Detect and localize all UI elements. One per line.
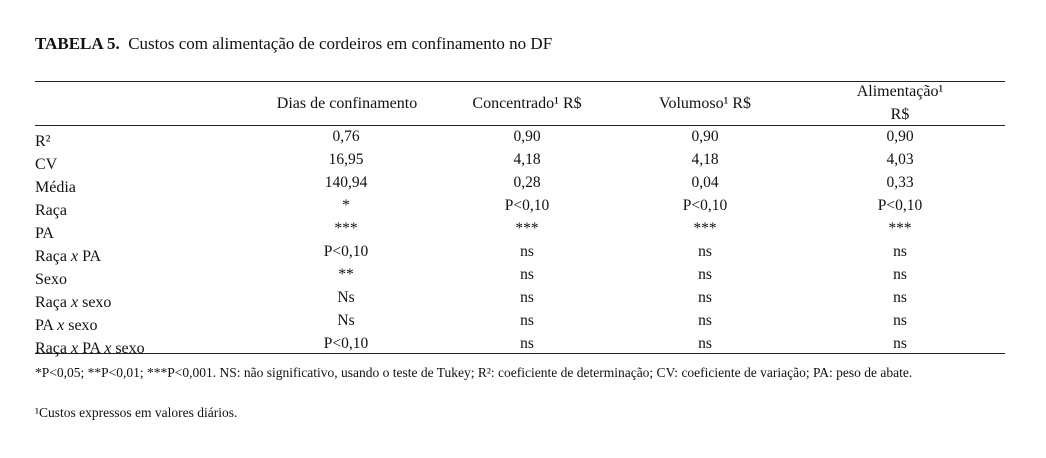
row-label-text: sexo [111, 340, 145, 357]
interaction-symbol: x [70, 340, 79, 357]
table-cell: ns [520, 335, 534, 352]
row-label [35, 340, 145, 358]
row-label-text: PA [78, 340, 105, 357]
table-cell: ns [698, 289, 712, 306]
row-label-text: Média [35, 179, 76, 196]
footnote-costs: ¹Custos expressos em valores diários. [35, 405, 238, 420]
table-title [35, 34, 552, 54]
table-cell: *** [888, 220, 912, 237]
row-label-text: sexo [64, 317, 98, 334]
table-cell: 0,90 [691, 128, 719, 145]
table-cell: ns [698, 312, 712, 329]
table-cell: *** [334, 220, 358, 237]
table-cell: ns [698, 266, 712, 283]
table-cell: ** [338, 266, 354, 283]
table-cell: 0,04 [691, 174, 719, 191]
table-cell: 0,90 [886, 128, 914, 145]
top-rule [35, 81, 1005, 82]
table-cell: ns [893, 335, 907, 352]
row-label-text: PA [35, 225, 54, 242]
table-cell: ns [520, 266, 534, 283]
row-label [35, 294, 111, 312]
table-cell: *** [515, 220, 539, 237]
col-header-concentrado: Concentrado¹ R$ [472, 95, 582, 112]
row-label-text: PA [35, 317, 58, 334]
table-cell: * [342, 197, 350, 214]
row-label [35, 156, 57, 174]
table-number: TABELA 5. [35, 34, 120, 53]
row-label [35, 225, 54, 243]
footnote-significance: *P<0,05; **P<0,01; ***P<0,001. NS: não significativo, usando o teste de Tukey; R²: coeficiente de determinação; CV: coeficiente de variação; PA: peso de abate. [35, 365, 913, 380]
col-header-alimentacao-unit: R$ [890, 106, 910, 123]
interaction-symbol: x [70, 294, 79, 311]
row-label-text: sexo [78, 294, 112, 311]
row-label [35, 271, 67, 289]
row-label-text: R² [35, 133, 51, 150]
row-label [35, 317, 98, 335]
interaction-symbol: x [70, 248, 79, 265]
col-header-alimentacao: Alimentação¹ [856, 83, 944, 100]
col-header-volumoso: Volumoso¹ R$ [658, 95, 752, 112]
table-caption: Custos com alimentação de cordeiros em confinamento no DF [128, 34, 553, 53]
table-cell: ns [893, 312, 907, 329]
bottom-rule [35, 353, 1005, 354]
table-cell: 0,33 [886, 174, 914, 191]
table-cell: 0,76 [332, 128, 360, 145]
table-cell: ns [698, 243, 712, 260]
table-cell: P<0,10 [323, 243, 369, 260]
table-cell: 0,28 [513, 174, 541, 191]
table-cell: ns [893, 243, 907, 260]
header-rule [35, 125, 1005, 126]
row-label-text: CV [35, 156, 58, 173]
table-cell: P<0,10 [504, 197, 550, 214]
row-label-text: Raça [35, 202, 67, 219]
row-label-text: Sexo [35, 271, 67, 288]
table-cell: 4,03 [886, 151, 914, 168]
row-label-text: Raça [35, 248, 71, 265]
row-label-text: Raça [35, 294, 71, 311]
row-label [35, 179, 76, 197]
table-cell: ns [893, 289, 907, 306]
row-label-text: PA [78, 248, 102, 265]
table-cell: *** [693, 220, 717, 237]
table-cell: P<0,10 [323, 335, 369, 352]
table-cell: 4,18 [513, 151, 541, 168]
table-cell: 16,95 [328, 151, 364, 168]
row-label [35, 202, 67, 220]
interaction-symbol: x [104, 340, 112, 357]
table-cell: ns [893, 266, 907, 283]
row-label [35, 133, 50, 151]
table-cell: P<0,10 [877, 197, 923, 214]
table-cell: ns [520, 312, 534, 329]
table-cell: 140,94 [324, 174, 368, 191]
table-cell: ns [698, 335, 712, 352]
table-cell: 0,90 [513, 128, 541, 145]
table-cell: Ns [337, 289, 355, 306]
table-cell: Ns [337, 312, 355, 329]
row-label-text: Raça [35, 340, 71, 357]
table-cell: ns [520, 289, 534, 306]
table-cell: P<0,10 [682, 197, 728, 214]
table-cell: 4,18 [691, 151, 719, 168]
interaction-symbol: x [57, 317, 65, 334]
table-cell: ns [520, 243, 534, 260]
col-header-dias: Dias de confinamento [276, 95, 418, 112]
row-label [35, 248, 101, 266]
